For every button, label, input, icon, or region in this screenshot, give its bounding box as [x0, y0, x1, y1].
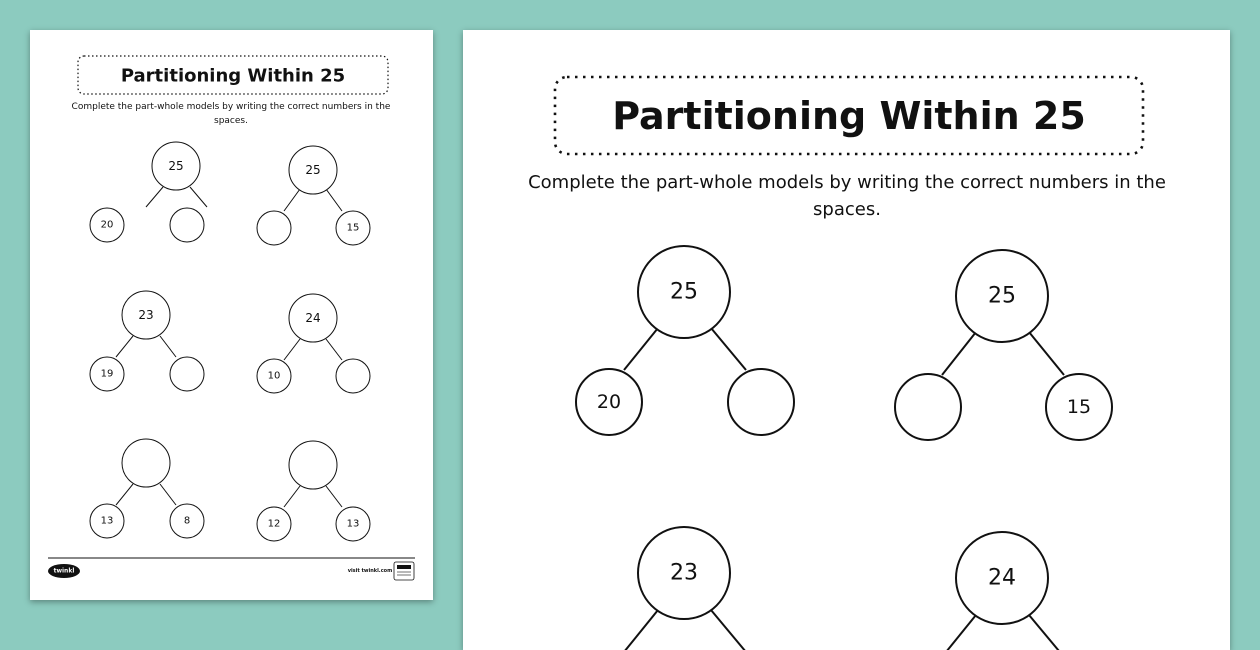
right-part-circle[interactable]	[170, 208, 204, 242]
part-whole-model	[624, 527, 746, 650]
worksheet-zoomed-canvas	[463, 30, 1230, 650]
part-whole-model	[90, 439, 204, 538]
right-part-circle[interactable]	[728, 369, 794, 435]
right-part-value: 13	[346, 518, 360, 530]
whole-value: 23	[138, 308, 154, 322]
left-part-value: 19	[100, 368, 114, 380]
page-title: Partitioning Within 25	[612, 94, 1086, 138]
part-whole-model	[942, 532, 1064, 650]
part-whole-model	[257, 146, 370, 245]
svg-text:twinkl: twinkl	[53, 567, 75, 575]
instruction-line-1: Complete the part-whole models by writing the correct numbers in the	[71, 102, 391, 112]
left-part-value: 12	[267, 518, 281, 530]
whole-value: 25	[670, 279, 698, 305]
left-part-value: 10	[267, 370, 281, 382]
left-part-circle[interactable]	[895, 374, 961, 440]
part-whole-model	[576, 246, 794, 435]
whole-value: 25	[168, 159, 184, 173]
part-whole-model	[257, 294, 370, 393]
instruction-line-1: Complete the part-whole models by writing the correct numbers in the	[528, 172, 1166, 193]
part-whole-model	[895, 250, 1112, 440]
whole-value: 24	[305, 311, 321, 325]
left-part-circle[interactable]	[257, 211, 291, 245]
part-whole-model	[257, 441, 370, 541]
right-part-value: 8	[183, 515, 191, 527]
whole-circle[interactable]	[289, 441, 337, 489]
instruction-line-2: spaces.	[214, 116, 248, 126]
whole-value: 24	[988, 565, 1016, 591]
whole-value: 25	[988, 283, 1016, 309]
quality-badge-icon	[394, 562, 414, 580]
twinkl-logo	[48, 564, 80, 578]
part-whole-model	[90, 142, 207, 242]
whole-circle[interactable]	[122, 439, 170, 487]
worksheet-thumbnail-canvas	[30, 30, 433, 600]
left-part-value: 20	[100, 219, 114, 231]
right-part-value: 15	[1066, 396, 1092, 418]
left-part-value: 20	[596, 391, 622, 413]
right-part-value: 15	[346, 222, 360, 234]
right-part-circle[interactable]	[336, 359, 370, 393]
footer-url: visit twinkl.com	[347, 568, 393, 574]
worksheet-zoomed	[463, 30, 1230, 650]
whole-value: 23	[670, 560, 698, 586]
whole-value: 25	[305, 163, 321, 177]
page-title: Partitioning Within 25	[120, 65, 346, 87]
worksheet-thumbnail	[30, 30, 433, 600]
left-part-value: 13	[100, 515, 114, 527]
right-part-circle[interactable]	[170, 357, 204, 391]
instruction-line-2: spaces.	[813, 199, 881, 220]
part-whole-model	[90, 291, 204, 391]
